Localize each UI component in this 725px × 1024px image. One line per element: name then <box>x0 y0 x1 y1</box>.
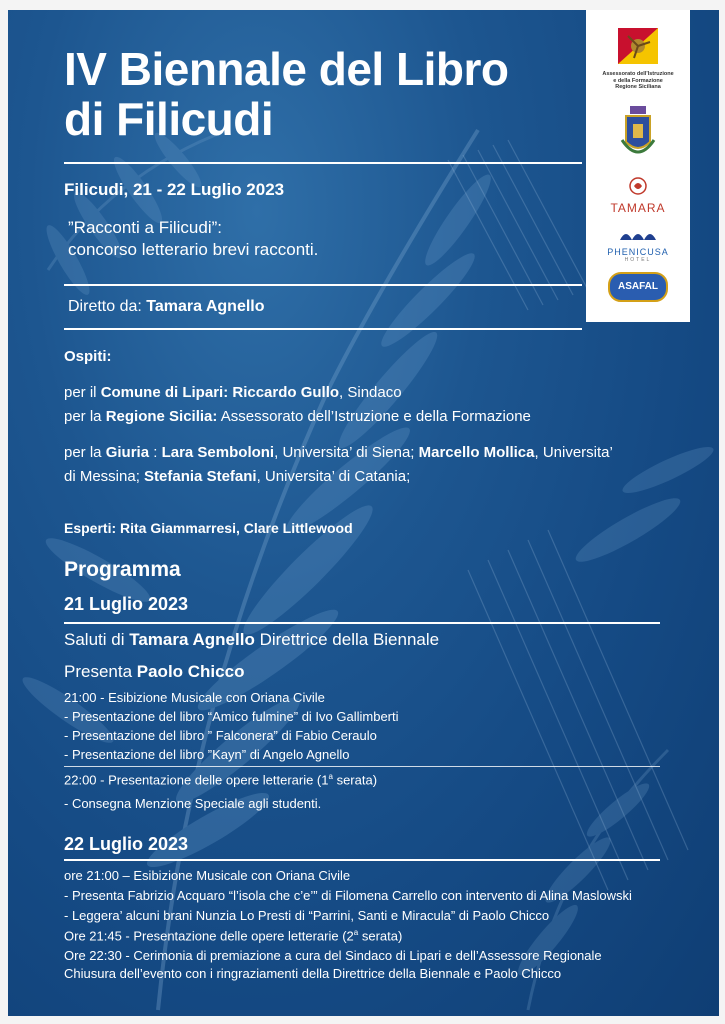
program-item: - Presentazione del libro “Amico fulmine” di Ivo Gallimberti <box>64 709 399 724</box>
trinacria-icon <box>616 26 660 66</box>
day1-date: 21 Luglio 2023 <box>64 594 189 614</box>
program-item: Ore 22:30 - Cerimonia di premiazione a cura del Sindaco di Lipari e dell’Assessore Regionale <box>64 948 602 963</box>
divider <box>64 284 582 286</box>
phenicusa-logo: PHENICUSA HOTEL <box>586 228 690 263</box>
jury-line: per la Giuria : Lara Semboloni, Universita’ di Siena; Marcello Mollica, Universita’ <box>64 444 613 461</box>
program-heading: Programma <box>64 558 181 581</box>
divider <box>64 162 582 164</box>
program-item: 22:00 - Presentazione delle opere letterarie (1$^a$ serata) <box>64 772 378 788</box>
greetings-line: Saluti di Tamara Agnello Direttrice della Biennale <box>64 630 440 649</box>
presenter-line: Presenta Paolo Chicco <box>64 662 245 681</box>
directed-by: Diretto da: Tamara Agnello <box>68 298 265 315</box>
event-dates: Filicudi, 21 - 22 Luglio 2023 <box>64 180 285 199</box>
event-poster <box>8 10 719 1016</box>
program-item: Ore 21:45 - Presentazione delle opere letterarie (2$^a$ serata) <box>64 928 403 944</box>
guest-line: per la Regione Sicilia: Assessorato dell’Istruzione e della Formazione <box>64 408 531 425</box>
guests-heading: Ospiti: <box>64 348 112 365</box>
lipari-crest <box>586 104 690 169</box>
program-item: - Presentazione del libro ” Falconera” di Fabio Ceraulo <box>64 728 377 743</box>
program-item: - Presentazione del libro ”Kayn” di Angelo Agnello <box>64 747 350 762</box>
guest-line: per il Comune di Lipari: Riccardo Gullo, Sindaco <box>64 384 402 401</box>
program-item: Chiusura dell’evento con i ringraziamenti della Direttrice della Biennale e Paolo Chicco <box>64 966 562 981</box>
day2-date: 22 Luglio 2023 <box>64 834 189 854</box>
asafal-logo: ASAFAL <box>586 272 690 302</box>
jury-line: di Messina; Stefania Stefani, Universita’ di Catania; <box>64 468 411 485</box>
contest-subtitle: concorso letterario brevi racconti. <box>68 240 319 259</box>
divider <box>64 859 660 861</box>
poster-title: IV Biennale del Libro di Filicudi <box>64 43 509 145</box>
program-item: - Presenta Fabrizio Acquaro “l’isola che c’e’” di Filomena Carrello con intervento di Alina Maslowski <box>64 888 632 903</box>
tamara-logo: TAMARA <box>586 176 690 215</box>
region-logo <box>586 26 690 91</box>
divider <box>64 328 582 330</box>
region-caption: Assessorato dell'Istruzione e della Formazione Regione Siciliana <box>602 71 674 90</box>
program-item: 21:00 - Esibizione Musicale con Oriana Civile <box>64 690 325 705</box>
sponsor-logos-panel <box>586 10 690 322</box>
program-item: ore 21:00 – Esibizione Musicale con Oriana Civile <box>64 868 351 883</box>
crest-icon <box>618 104 658 164</box>
phenicusa-wave-icon <box>618 228 658 242</box>
divider <box>64 622 660 624</box>
experts-line: Esperti: Rita Giammarresi, Clare Littlewood <box>64 520 353 536</box>
program-item: - Consegna Menzione Speciale agli studenti. <box>64 796 322 811</box>
divider <box>64 766 660 767</box>
program-item: - Leggera’ alcuni brani Nunzia Lo Presti di “Parrini, Santi e Miracula” di Paolo Chicco <box>64 908 550 923</box>
tamara-emblem-icon <box>625 176 651 196</box>
contest-title: ”Racconti a Filicudi”: <box>68 218 222 237</box>
